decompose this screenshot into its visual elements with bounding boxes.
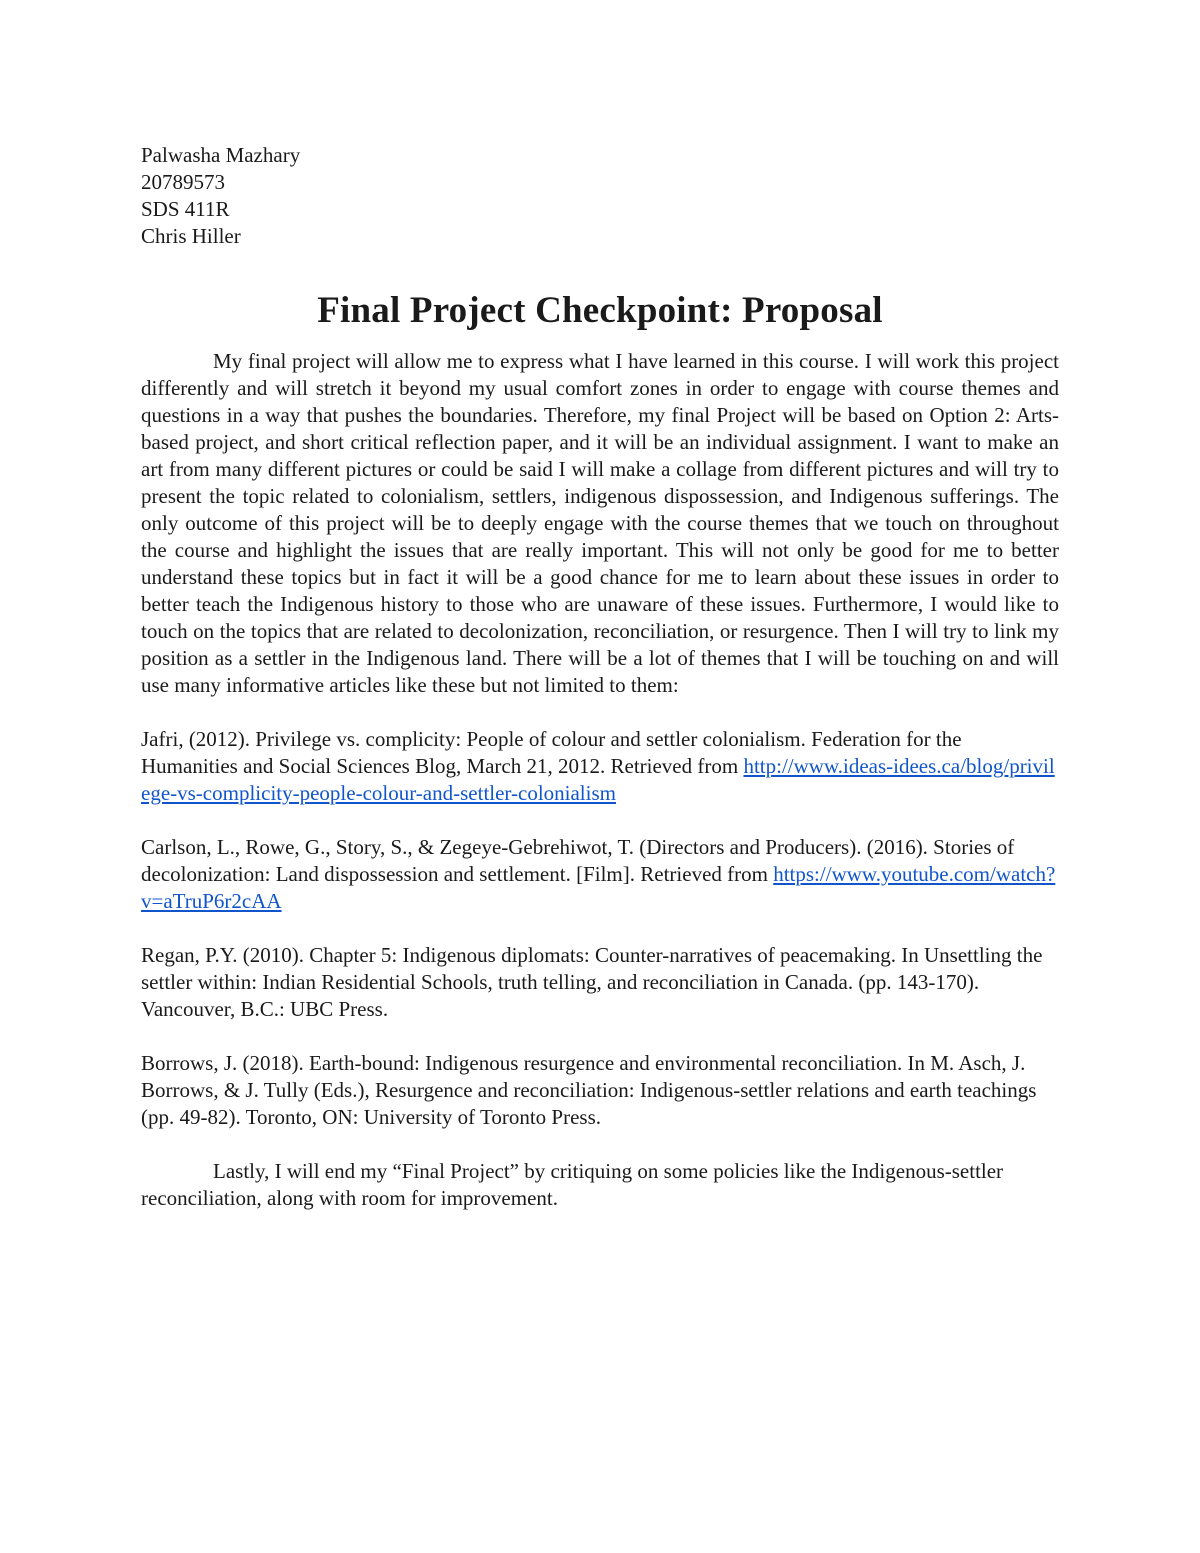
reference-link[interactable]: https://www.youtube.com/watch?v=aTruP6r2cAA — [141, 862, 1056, 913]
reference-text: Jafri, (2012). Privilege vs. complicity: People of colour and settler colonialism. Federation for the Humanities and Social Sciences Blog, March 21, 2012. Retrieved from — [141, 727, 962, 778]
reference-item — [141, 1050, 1059, 1131]
reference-item — [141, 834, 1059, 915]
header-block — [141, 142, 1059, 250]
reference-list — [141, 726, 1059, 1131]
reference-link[interactable]: http://www.ideas-idees.ca/blog/privilege-vs-complicity-people-colour-and-settler-colonialism — [141, 754, 1055, 805]
course-code: SDS 411R — [141, 197, 230, 221]
author-name: Palwasha Mazhary — [141, 143, 301, 167]
student-id: 20789573 — [141, 170, 225, 194]
body-paragraph: My final project will allow me to express what I have learned in this course. I will work this project differently and will stretch it beyond my usual comfort zones in order to engage with course themes and questions in a way that pushes the boundaries. Therefore, my final Project will be based on Option 2: Arts-based project, and short critical reflection paper, and it will be an individual assignment. I want to make an art from many different pictures or could be said I will make a collage from different pictures and will try to present the topic related to colonialism, settlers, indigenous dispossession, and Indigenous sufferings. The only outcome of this project will be to deeply engage with the course themes that we touch on throughout the course and highlight the issues that are really important. This will not only be good for me to better understand these topics but in fact it will be a good chance for me to learn about these issues in order to better teach the Indigenous history to those who are unaware of these issues. Furthermore, I would like to touch on the topics that are related to decolonization, reconciliation, or resurgence. Then I will try to link my position as a settler in the Indigenous land. There will be a lot of themes that I will be touching on and will use many informative articles like these but not limited to them: — [141, 349, 1059, 697]
instructor-name: Chris Hiller — [141, 224, 241, 248]
document-title: Final Project Checkpoint: Proposal — [317, 290, 883, 331]
reference-text: Carlson, L., Rowe, G., Story, S., & Zegeye-Gebrehiwot, T. (Directors and Producers). (2016). Stories of decolonization: Land dispossession and settlement. [Film]. Retrieved from — [141, 835, 1015, 886]
document-page — [141, 142, 1059, 1212]
reference-text: Borrows, J. (2018). Earth-bound: Indigenous resurgence and environmental reconciliation. In M. Asch, J. Borrows, & J. Tully (Eds.), Resurgence and reconciliation: Indigenous-settler relations and earth teachings (pp. 49-82). Toronto, ON: University of Toronto Press. — [141, 1051, 1037, 1129]
reference-item — [141, 942, 1059, 1023]
reference-text: Regan, P.Y. (2010). Chapter 5: Indigenous diplomats: Counter-narratives of peacemaking. In Unsettling the settler within: Indian Residential Schools, truth telling, and reconciliation in Canada. (pp. 143-170). Vancouver, B.C.: UBC Press. — [141, 943, 1043, 1021]
closing-paragraph: Lastly, I will end my “Final Project” by critiquing on some policies like the Indigenous-settler reconciliation, along with room for improvement. — [141, 1159, 1004, 1210]
reference-item — [141, 726, 1059, 807]
